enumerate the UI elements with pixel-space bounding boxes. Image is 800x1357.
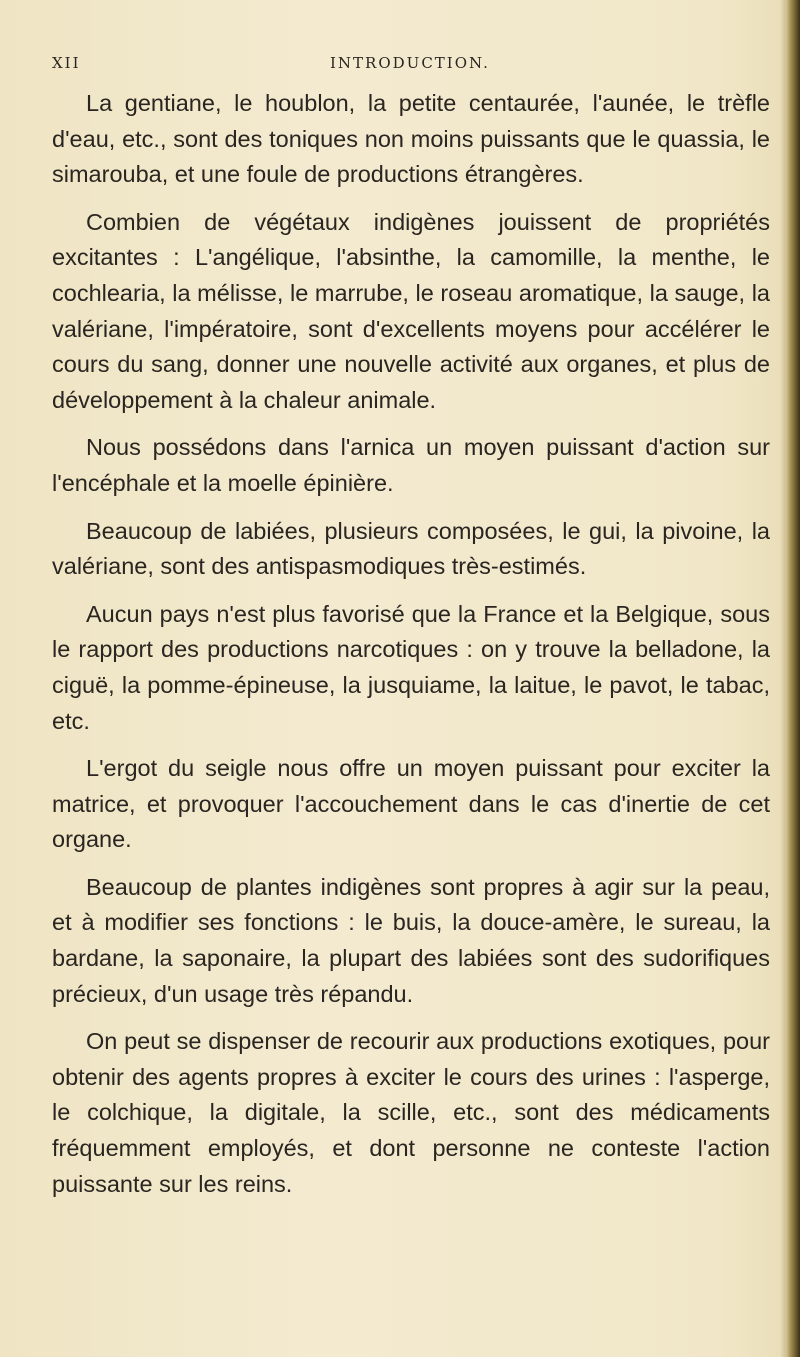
paragraph: L'ergot du seigle nous offre un moyen puissant pour exciter la matrice, et provoquer l'accouchement dans le cas d'inertie de cet organe. <box>52 755 770 853</box>
body-text <box>52 86 770 1202</box>
page-edge <box>786 0 800 1357</box>
paragraph: Nous possédons dans l'arnica un moyen puissant d'action sur l'encéphale et la moelle épinière. <box>52 434 770 496</box>
paragraph: Combien de végétaux indigènes jouissent de propriétés excitantes : L'angélique, l'absinthe, la camomille, la menthe, le cochlearia, la mélisse, le marrube, le roseau aromatique, la sauge, la valériane, l'impératoire, sont d'excellents moyens pour accélérer le cours du sang, donner une nouvelle activité aux organes, et plus de développement à la chaleur animale. <box>52 208 770 413</box>
page-number: XII <box>52 54 81 72</box>
paragraph: La gentiane, le houblon, la petite centaurée, l'aunée, le trèfle d'eau, etc., sont des toniques non moins puissants que le quassia, le simarouba, et une foule de productions étrangères. <box>52 90 770 188</box>
paragraph: Beaucoup de plantes indigènes sont propres à agir sur la peau, et à modifier ses fonctions : le buis, la douce-amère, le sureau, la bardane, la saponaire, la plupart des labiées sont des sudorifiques précieux, d'un usage très répandu. <box>52 873 770 1007</box>
running-title: INTRODUCTION. <box>330 54 490 72</box>
paragraph: On peut se dispenser de recourir aux productions exotiques, pour obtenir des agents propres à exciter le cours des urines : l'asperge, le colchique, la digitale, la scille, etc., sont des médicaments fréquemment employés, et dont personne ne conteste l'action puissante sur les reins. <box>52 1028 770 1197</box>
paragraph: Beaucoup de labiées, plusieurs composées, le gui, la pivoine, la valériane, sont des antispasmodiques très-estimés. <box>52 517 770 580</box>
paragraph: Aucun pays n'est plus favorisé que la France et la Belgique, sous le rapport des productions narcotiques : on y trouve la belladone, la ciguë, la pomme-épineuse, la jusquiame, la laitue, le pavot, le tabac, etc. <box>52 600 770 734</box>
page-header <box>52 50 772 80</box>
